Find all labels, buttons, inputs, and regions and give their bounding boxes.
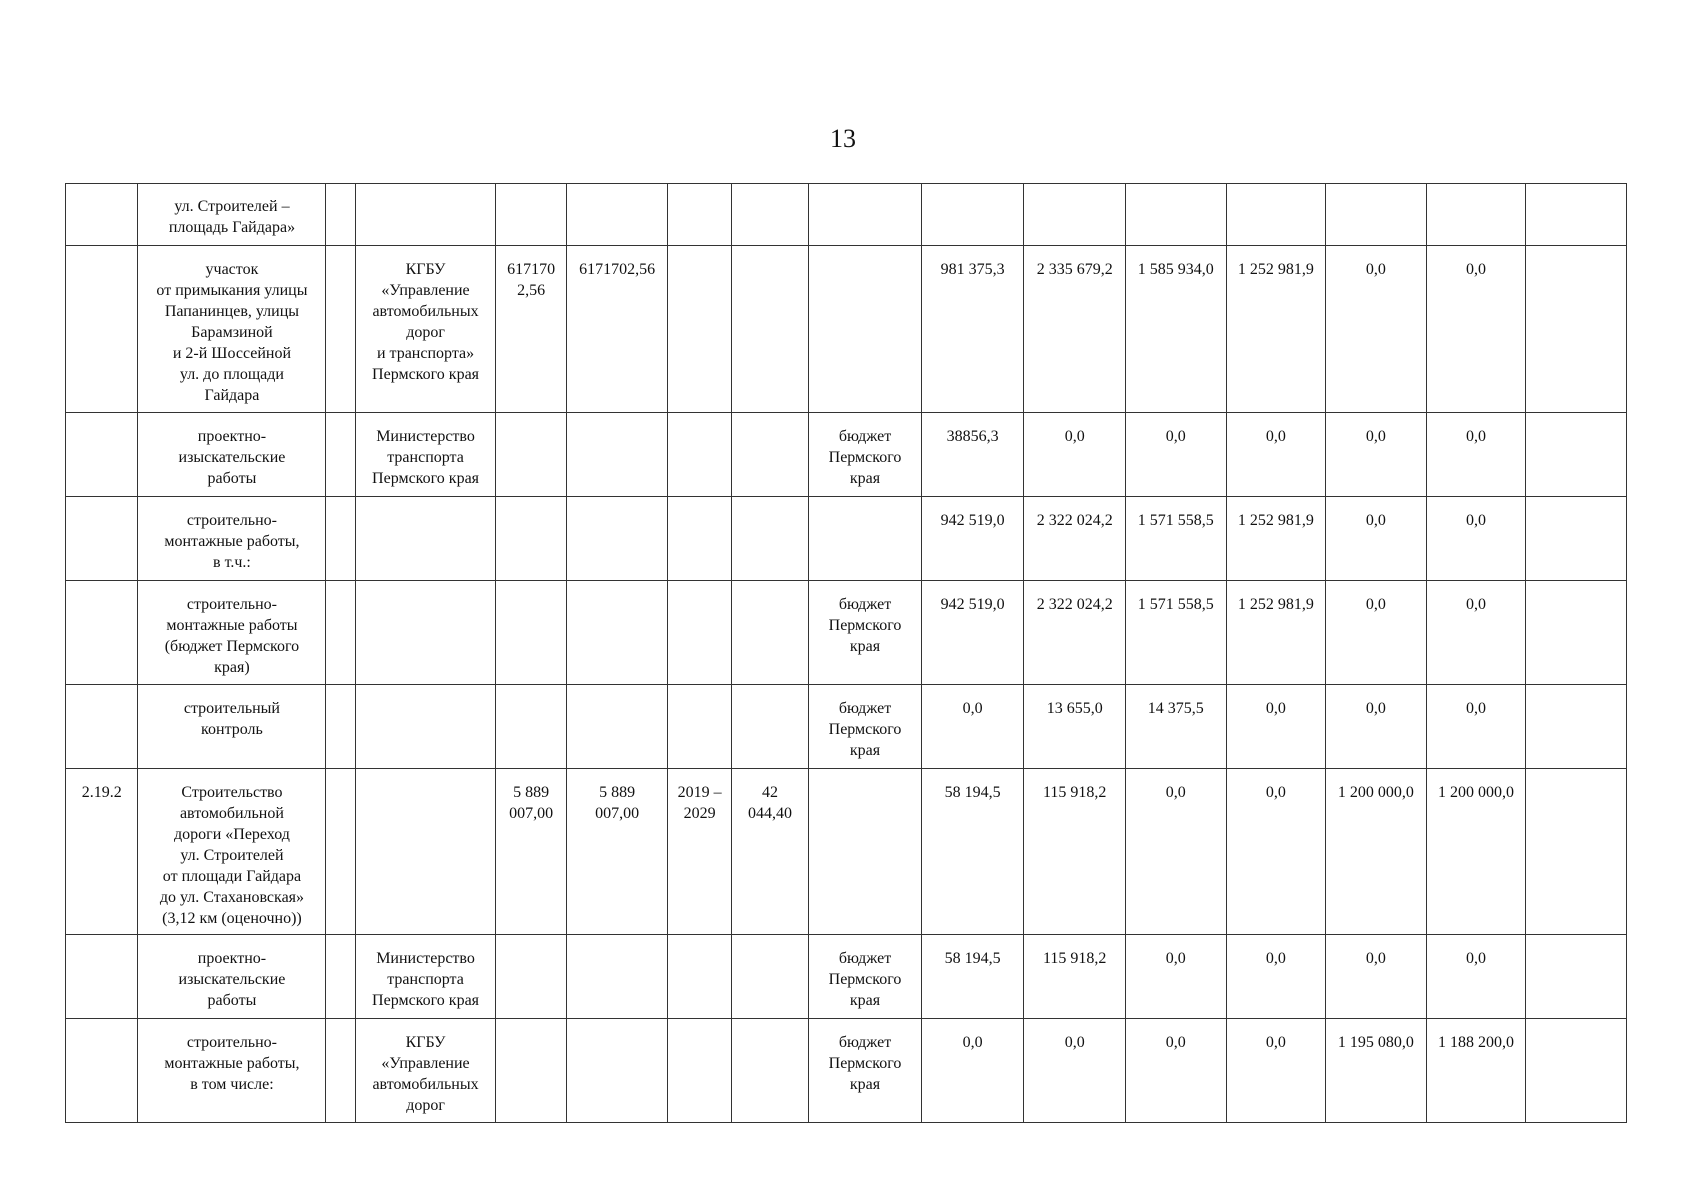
table-cell: 1 200 000,0 <box>1326 769 1427 935</box>
table-cell: 1 585 934,0 <box>1126 246 1227 413</box>
table-cell: 2019 – 2029 <box>668 769 731 935</box>
table-cell <box>66 184 138 246</box>
table-cell <box>66 581 138 685</box>
table-row <box>66 497 1627 581</box>
table-cell: 58 194,5 <box>921 769 1024 935</box>
table-cell: КГБУ «Управление автомобильных дорог <box>355 1019 496 1123</box>
budget-table <box>65 183 1627 1123</box>
table-cell: ул. Строителей – площадь Гайдара» <box>138 184 326 246</box>
table-cell: бюджет Пермского края <box>809 935 922 1019</box>
table-cell: 0,0 <box>1326 935 1427 1019</box>
table-cell: Строительство автомобильной дороги «Переход ул. Строителей от площади Гайдара до ул. Стахановская» (3,12 км (оценочно)) <box>138 769 326 935</box>
table-cell: 2 322 024,2 <box>1024 497 1126 581</box>
table-cell: бюджет Пермского края <box>809 1019 922 1123</box>
table-cell: 1 252 981,9 <box>1226 581 1326 685</box>
table-row <box>66 246 1627 413</box>
table-cell <box>1326 184 1427 246</box>
table-cell: 0,0 <box>1426 246 1526 413</box>
table-cell: бюджет Пермского края <box>809 685 922 769</box>
table-cell: 942 519,0 <box>921 497 1024 581</box>
table-cell: КГБУ «Управление автомобильных дорог и транспорта» Пермского края <box>355 246 496 413</box>
table-cell: 942 519,0 <box>921 581 1024 685</box>
table-cell <box>566 497 668 581</box>
table-cell <box>1526 413 1627 497</box>
table-cell: строительный контроль <box>138 685 326 769</box>
table-row <box>66 769 1627 935</box>
table-cell <box>66 246 138 413</box>
table-cell <box>566 935 668 1019</box>
table-cell: 0,0 <box>1024 413 1126 497</box>
table-cell <box>668 246 731 413</box>
table-cell: 0,0 <box>1226 935 1326 1019</box>
table-cell <box>326 184 355 246</box>
table-cell <box>1426 184 1526 246</box>
table-cell <box>355 184 496 246</box>
table-cell <box>1526 1019 1627 1123</box>
table-cell: 115 918,2 <box>1024 935 1126 1019</box>
table-cell <box>1526 581 1627 685</box>
table-cell: бюджет Пермского края <box>809 581 922 685</box>
table-cell <box>496 685 566 769</box>
table-row <box>66 581 1627 685</box>
table-cell <box>566 184 668 246</box>
table-cell: 0,0 <box>1326 246 1427 413</box>
table-cell: 13 655,0 <box>1024 685 1126 769</box>
table-cell <box>326 413 355 497</box>
page-number: 13 <box>830 124 856 153</box>
table-cell <box>1526 935 1627 1019</box>
table-row <box>66 1019 1627 1123</box>
table-cell: 58 194,5 <box>921 935 1024 1019</box>
table-cell: строительно- монтажные работы, в том числе: <box>138 1019 326 1123</box>
table-cell: 0,0 <box>1426 581 1526 685</box>
table-cell: участок от примыкания улицы Папанинцев, улицы Барамзиной и 2-й Шоссейной ул. до площади Гайдара <box>138 246 326 413</box>
table-cell: 0,0 <box>921 685 1024 769</box>
table-cell: 617170 2,56 <box>496 246 566 413</box>
table-cell <box>809 497 922 581</box>
table-cell: 1 571 558,5 <box>1126 581 1227 685</box>
table-cell: 38856,3 <box>921 413 1024 497</box>
table-cell <box>731 935 808 1019</box>
table-cell: 0,0 <box>921 1019 1024 1123</box>
table-row <box>66 685 1627 769</box>
table-cell <box>731 246 808 413</box>
table-cell <box>496 1019 566 1123</box>
table-cell <box>496 497 566 581</box>
table-cell <box>566 413 668 497</box>
table-cell <box>1024 184 1126 246</box>
table-cell <box>326 685 355 769</box>
table-cell <box>66 935 138 1019</box>
table-cell: 1 188 200,0 <box>1426 1019 1526 1123</box>
table-cell: 1 200 000,0 <box>1426 769 1526 935</box>
table-cell: 2 335 679,2 <box>1024 246 1126 413</box>
table-cell <box>731 1019 808 1123</box>
table-cell <box>326 769 355 935</box>
table-cell <box>566 581 668 685</box>
table-cell: строительно- монтажные работы, в т.ч.: <box>138 497 326 581</box>
table-cell: Министерство транспорта Пермского края <box>355 935 496 1019</box>
table-cell <box>496 413 566 497</box>
table-cell: 0,0 <box>1426 497 1526 581</box>
table-cell: 0,0 <box>1326 497 1427 581</box>
table-cell <box>66 413 138 497</box>
table-cell: 0,0 <box>1126 935 1227 1019</box>
table-body <box>66 184 1627 1123</box>
table-cell <box>809 769 922 935</box>
table-cell <box>731 685 808 769</box>
table-cell <box>809 184 922 246</box>
table-cell: 1 195 080,0 <box>1326 1019 1427 1123</box>
table-cell: бюджет Пермского края <box>809 413 922 497</box>
table-cell: 0,0 <box>1226 685 1326 769</box>
table-cell <box>668 935 731 1019</box>
table-cell: 0,0 <box>1126 413 1227 497</box>
table-cell: строительно- монтажные работы (бюджет Пермского края) <box>138 581 326 685</box>
table-cell <box>496 935 566 1019</box>
table-row <box>66 413 1627 497</box>
table-cell <box>668 685 731 769</box>
table-cell <box>1526 685 1627 769</box>
table-cell: 42 044,40 <box>731 769 808 935</box>
table-cell <box>731 184 808 246</box>
table-cell <box>355 769 496 935</box>
table-cell <box>1526 769 1627 935</box>
table-cell: 0,0 <box>1326 685 1427 769</box>
table-cell: Министерство транспорта Пермского края <box>355 413 496 497</box>
table-cell <box>809 246 922 413</box>
table-cell: 0,0 <box>1426 413 1526 497</box>
table-cell: 5 889 007,00 <box>496 769 566 935</box>
table-cell <box>731 581 808 685</box>
table-cell: 115 918,2 <box>1024 769 1126 935</box>
table-cell <box>496 184 566 246</box>
table-cell <box>566 685 668 769</box>
table-cell <box>668 497 731 581</box>
table-cell: 0,0 <box>1226 413 1326 497</box>
table-cell <box>355 685 496 769</box>
table-cell <box>566 1019 668 1123</box>
table-cell <box>355 581 496 685</box>
table-cell: 1 252 981,9 <box>1226 246 1326 413</box>
table-cell: 2 322 024,2 <box>1024 581 1126 685</box>
table-cell: 1 571 558,5 <box>1126 497 1227 581</box>
table-cell: 0,0 <box>1126 769 1227 935</box>
table-cell <box>66 497 138 581</box>
table-cell <box>668 184 731 246</box>
table-cell <box>326 1019 355 1123</box>
table-cell: 2.19.2 <box>66 769 138 935</box>
table-cell: 5 889 007,00 <box>566 769 668 935</box>
table-cell <box>1526 497 1627 581</box>
table-cell: 0,0 <box>1426 935 1526 1019</box>
table-cell: 14 375,5 <box>1126 685 1227 769</box>
table-cell <box>921 184 1024 246</box>
table-cell: 0,0 <box>1024 1019 1126 1123</box>
table-cell: проектно- изыскательские работы <box>138 935 326 1019</box>
table-cell <box>731 497 808 581</box>
table-cell <box>668 1019 731 1123</box>
table-cell <box>326 497 355 581</box>
table-cell <box>496 581 566 685</box>
table-cell <box>1226 184 1326 246</box>
table-cell: проектно- изыскательские работы <box>138 413 326 497</box>
table-cell <box>731 413 808 497</box>
table-cell <box>1126 184 1227 246</box>
table-cell <box>326 581 355 685</box>
table-cell: 6171702,56 <box>566 246 668 413</box>
table-cell <box>1526 246 1627 413</box>
table-cell: 0,0 <box>1326 581 1427 685</box>
table-cell <box>355 497 496 581</box>
table-cell: 0,0 <box>1226 769 1326 935</box>
table-cell <box>66 1019 138 1123</box>
table-cell: 981 375,3 <box>921 246 1024 413</box>
table-cell <box>668 413 731 497</box>
table-row <box>66 935 1627 1019</box>
table-cell <box>668 581 731 685</box>
table-cell <box>66 685 138 769</box>
table-row <box>66 184 1627 246</box>
table-cell: 0,0 <box>1426 685 1526 769</box>
table-cell <box>326 935 355 1019</box>
table-cell: 0,0 <box>1326 413 1427 497</box>
table-cell: 0,0 <box>1226 1019 1326 1123</box>
table-cell: 0,0 <box>1126 1019 1227 1123</box>
table-cell <box>1526 184 1627 246</box>
table-cell: 1 252 981,9 <box>1226 497 1326 581</box>
table-cell <box>326 246 355 413</box>
